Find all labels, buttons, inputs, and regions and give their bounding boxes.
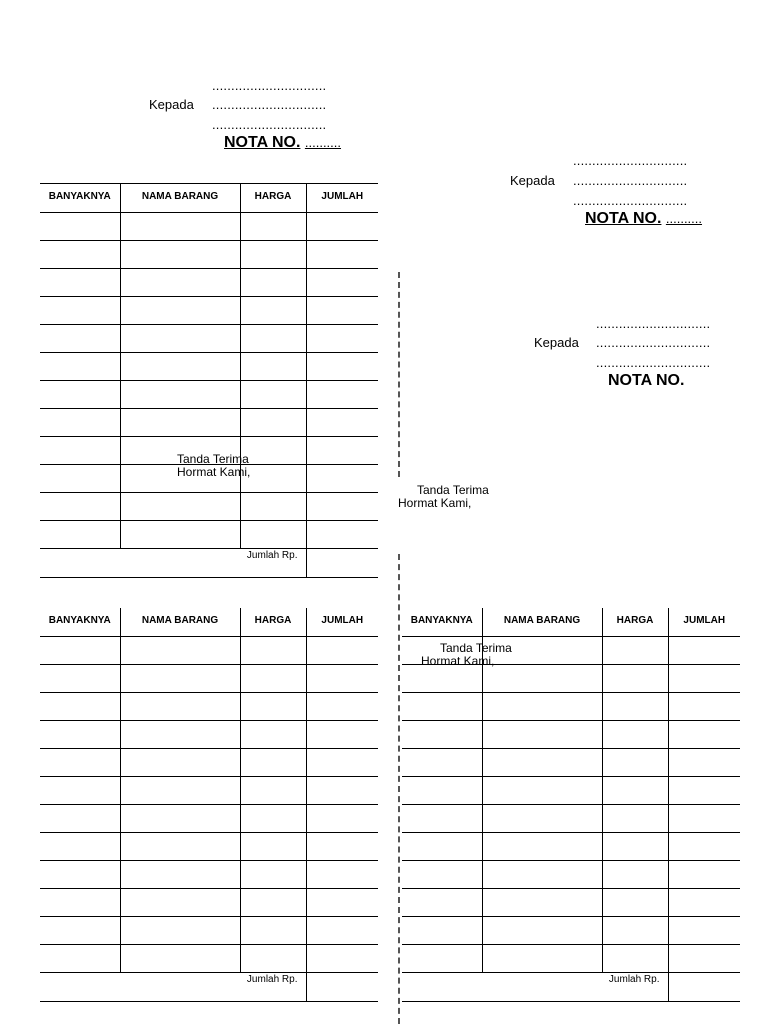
jumlah-rp-label: Jumlah Rp. xyxy=(40,549,306,578)
cell-nama-barang[interactable] xyxy=(120,241,240,269)
table-row xyxy=(40,493,378,521)
cell-jumlah[interactable] xyxy=(306,521,378,549)
cell-banyaknya[interactable] xyxy=(40,381,120,409)
cell-banyaknya[interactable] xyxy=(402,777,482,805)
cell-harga[interactable] xyxy=(240,409,306,437)
col-nama-barang: NAMA BARANG xyxy=(120,608,240,637)
cell-nama-barang[interactable] xyxy=(482,805,602,833)
cell-jumlah[interactable] xyxy=(306,325,378,353)
table-row xyxy=(40,297,378,325)
kepada-label: Kepada xyxy=(510,173,555,188)
cell-jumlah[interactable] xyxy=(306,777,378,805)
cell-harga[interactable] xyxy=(602,945,668,973)
nota-number xyxy=(224,134,341,152)
cell-jumlah[interactable] xyxy=(306,805,378,833)
cell-jumlah[interactable] xyxy=(306,889,378,917)
table-row xyxy=(402,945,740,973)
cell-banyaknya[interactable] xyxy=(40,493,120,521)
cell-banyaknya[interactable] xyxy=(402,833,482,861)
tanda-terima-label: Tanda Terima xyxy=(440,641,512,655)
cell-nama-barang[interactable] xyxy=(482,749,602,777)
cell-jumlah[interactable] xyxy=(306,409,378,437)
cell-banyaknya[interactable] xyxy=(402,693,482,721)
cell-nama-barang[interactable] xyxy=(120,861,240,889)
total-amount-cell[interactable] xyxy=(306,549,378,578)
recipient-line-1: .............................. xyxy=(212,78,327,93)
hormat-kami-label: Hormat Kami, xyxy=(421,654,495,668)
cell-banyaknya[interactable] xyxy=(40,861,120,889)
cell-nama-barang[interactable] xyxy=(120,693,240,721)
cell-harga[interactable] xyxy=(602,889,668,917)
cell-jumlah[interactable] xyxy=(668,637,740,665)
cell-harga[interactable] xyxy=(240,325,306,353)
cell-jumlah[interactable] xyxy=(668,805,740,833)
cell-jumlah[interactable] xyxy=(306,493,378,521)
cell-jumlah[interactable] xyxy=(306,749,378,777)
cell-harga[interactable] xyxy=(240,665,306,693)
table-header-row xyxy=(402,608,740,637)
table-row xyxy=(402,721,740,749)
cell-harga[interactable] xyxy=(240,777,306,805)
cell-harga[interactable] xyxy=(240,721,306,749)
cell-harga[interactable] xyxy=(240,889,306,917)
table-row xyxy=(40,269,378,297)
table-row xyxy=(40,353,378,381)
tanda-terima-label: Tanda Terima xyxy=(417,483,489,497)
cell-harga[interactable] xyxy=(240,805,306,833)
cell-jumlah[interactable] xyxy=(306,437,378,465)
cell-nama-barang[interactable] xyxy=(482,693,602,721)
table-row xyxy=(40,917,378,945)
cell-banyaknya[interactable] xyxy=(40,437,120,465)
cell-nama-barang[interactable] xyxy=(120,493,240,521)
table-header-row xyxy=(40,608,378,637)
recipient-line-2: .............................. xyxy=(573,173,688,188)
cell-nama-barang[interactable] xyxy=(482,777,602,805)
cell-harga[interactable] xyxy=(240,637,306,665)
cut-line-lower xyxy=(398,554,400,1024)
cell-harga[interactable] xyxy=(240,353,306,381)
cell-banyaknya[interactable] xyxy=(40,465,120,493)
recipient-line-1: .............................. xyxy=(596,316,711,331)
cell-banyaknya[interactable] xyxy=(40,693,120,721)
table-row xyxy=(40,945,378,973)
table-row xyxy=(40,693,378,721)
cell-nama-barang[interactable] xyxy=(120,721,240,749)
col-nama-barang: NAMA BARANG xyxy=(120,184,240,213)
cell-harga[interactable] xyxy=(602,777,668,805)
cell-jumlah[interactable] xyxy=(668,777,740,805)
cell-jumlah[interactable] xyxy=(306,693,378,721)
table-row xyxy=(40,325,378,353)
cell-jumlah[interactable] xyxy=(306,665,378,693)
col-harga: HARGA xyxy=(240,608,306,637)
cell-banyaknya[interactable] xyxy=(40,833,120,861)
cell-banyaknya[interactable] xyxy=(402,721,482,749)
cell-nama-barang[interactable] xyxy=(120,749,240,777)
cell-nama-barang[interactable] xyxy=(120,637,240,665)
table-row xyxy=(40,889,378,917)
cell-harga[interactable] xyxy=(240,521,306,549)
cell-banyaknya[interactable] xyxy=(40,521,120,549)
cell-harga[interactable] xyxy=(240,693,306,721)
cell-harga[interactable] xyxy=(240,297,306,325)
cell-harga[interactable] xyxy=(240,917,306,945)
cell-jumlah[interactable] xyxy=(668,833,740,861)
tanda-terima-label: Tanda Terima xyxy=(177,452,249,466)
jumlah-rp-label: Jumlah Rp. xyxy=(40,973,306,1002)
table-row xyxy=(40,637,378,665)
table-row xyxy=(402,749,740,777)
table-row xyxy=(40,777,378,805)
cell-banyaknya[interactable] xyxy=(40,805,120,833)
hormat-kami-label: Hormat Kami, xyxy=(177,465,251,479)
cell-banyaknya[interactable] xyxy=(40,777,120,805)
cell-jumlah[interactable] xyxy=(306,945,378,973)
cell-jumlah[interactable] xyxy=(668,945,740,973)
cell-nama-barang[interactable] xyxy=(120,269,240,297)
cell-banyaknya[interactable] xyxy=(40,889,120,917)
nota-number-clip xyxy=(600,370,740,386)
table-row xyxy=(40,409,378,437)
cell-banyaknya[interactable] xyxy=(40,665,120,693)
kepada-label: Kepada xyxy=(149,97,194,112)
table-row xyxy=(402,917,740,945)
col-jumlah: JUMLAH xyxy=(306,608,378,637)
table-row xyxy=(402,777,740,805)
cell-harga[interactable] xyxy=(602,665,668,693)
total-amount-cell[interactable] xyxy=(306,973,378,1002)
cell-harga[interactable] xyxy=(602,805,668,833)
cell-harga[interactable] xyxy=(602,917,668,945)
cell-jumlah[interactable] xyxy=(306,721,378,749)
cell-banyaknya[interactable] xyxy=(402,945,482,973)
cell-nama-barang[interactable] xyxy=(120,917,240,945)
hormat-kami-label: Hormat Kami, xyxy=(398,496,472,510)
total-row xyxy=(402,973,740,1002)
table-header-row xyxy=(40,184,378,213)
cell-banyaknya[interactable] xyxy=(40,241,120,269)
nota-label: NOTA NO. xyxy=(608,372,685,386)
cell-jumlah[interactable] xyxy=(306,213,378,241)
table-row xyxy=(40,213,378,241)
col-banyaknya: BANYAKNYA xyxy=(40,608,120,637)
cell-harga[interactable] xyxy=(602,861,668,889)
cell-banyaknya[interactable] xyxy=(40,749,120,777)
table-row xyxy=(402,861,740,889)
recipient-line-3: .............................. xyxy=(212,117,327,132)
cell-jumlah[interactable] xyxy=(306,833,378,861)
nota-table-bottom-left xyxy=(40,608,378,1002)
cell-jumlah[interactable] xyxy=(668,665,740,693)
table-row xyxy=(402,805,740,833)
cell-banyaknya[interactable] xyxy=(402,917,482,945)
cell-banyaknya[interactable] xyxy=(40,353,120,381)
col-harga: HARGA xyxy=(240,184,306,213)
col-banyaknya: BANYAKNYA xyxy=(402,608,482,637)
signature-block-bottom-right xyxy=(421,642,512,668)
jumlah-rp-label: Jumlah Rp. xyxy=(402,973,668,1002)
cell-nama-barang[interactable] xyxy=(120,889,240,917)
cell-nama-barang[interactable] xyxy=(120,353,240,381)
nota-number xyxy=(608,372,684,386)
cell-jumlah[interactable] xyxy=(306,241,378,269)
table-row xyxy=(40,805,378,833)
cell-harga[interactable] xyxy=(240,493,306,521)
cell-nama-barang[interactable] xyxy=(120,521,240,549)
cut-line-upper xyxy=(398,272,400,477)
cell-banyaknya[interactable] xyxy=(40,945,120,973)
table-row xyxy=(40,241,378,269)
table-row xyxy=(40,749,378,777)
kepada-label: Kepada xyxy=(534,335,579,350)
cell-nama-barang[interactable] xyxy=(120,297,240,325)
cell-banyaknya[interactable] xyxy=(402,665,482,693)
signature-block-right xyxy=(398,484,489,510)
recipient-line-1: .............................. xyxy=(573,153,688,168)
cell-harga[interactable] xyxy=(602,833,668,861)
cell-nama-barang[interactable] xyxy=(120,325,240,353)
nota-table-top-left xyxy=(40,183,378,578)
cell-nama-barang[interactable] xyxy=(482,917,602,945)
cell-nama-barang[interactable] xyxy=(120,833,240,861)
nota-number-dots: .......... xyxy=(304,135,342,150)
nota-label: NOTA NO. xyxy=(224,134,301,151)
col-jumlah: JUMLAH xyxy=(306,184,378,213)
nota-number-dots: .......... xyxy=(665,211,703,226)
cell-harga[interactable] xyxy=(602,749,668,777)
cell-nama-barang[interactable] xyxy=(120,665,240,693)
cell-harga[interactable] xyxy=(602,637,668,665)
table-row xyxy=(40,721,378,749)
cell-jumlah[interactable] xyxy=(668,917,740,945)
signature-block xyxy=(177,453,250,479)
nota-label: NOTA NO. xyxy=(585,210,662,227)
cell-jumlah[interactable] xyxy=(668,861,740,889)
cell-nama-barang[interactable] xyxy=(120,409,240,437)
col-nama-barang: NAMA BARANG xyxy=(482,608,602,637)
cell-nama-barang[interactable] xyxy=(120,213,240,241)
recipient-line-2: .............................. xyxy=(596,335,711,350)
cell-nama-barang[interactable] xyxy=(120,805,240,833)
cell-nama-barang[interactable] xyxy=(482,721,602,749)
cell-banyaknya[interactable] xyxy=(402,889,482,917)
cell-banyaknya[interactable] xyxy=(402,861,482,889)
cell-jumlah[interactable] xyxy=(668,721,740,749)
recipient-line-3: .............................. xyxy=(596,355,711,370)
table-row xyxy=(402,665,740,693)
cell-nama-barang[interactable] xyxy=(482,861,602,889)
cell-harga[interactable] xyxy=(602,693,668,721)
cell-nama-barang[interactable] xyxy=(482,945,602,973)
cell-banyaknya[interactable] xyxy=(40,213,120,241)
cell-harga[interactable] xyxy=(240,861,306,889)
cell-jumlah[interactable] xyxy=(306,269,378,297)
table-row xyxy=(40,833,378,861)
cell-harga[interactable] xyxy=(240,833,306,861)
table-row xyxy=(402,833,740,861)
cell-banyaknya[interactable] xyxy=(40,297,120,325)
cell-jumlah[interactable] xyxy=(306,353,378,381)
total-row xyxy=(40,549,378,578)
cell-jumlah[interactable] xyxy=(668,693,740,721)
cell-jumlah[interactable] xyxy=(306,637,378,665)
cell-banyaknya[interactable] xyxy=(40,917,120,945)
cell-harga[interactable] xyxy=(602,721,668,749)
cell-banyaknya[interactable] xyxy=(40,637,120,665)
cell-jumlah[interactable] xyxy=(306,297,378,325)
cell-jumlah[interactable] xyxy=(668,889,740,917)
cell-nama-barang[interactable] xyxy=(482,665,602,693)
cell-nama-barang[interactable] xyxy=(482,889,602,917)
col-harga: HARGA xyxy=(602,608,668,637)
cell-banyaknya[interactable] xyxy=(40,325,120,353)
table-row xyxy=(40,521,378,549)
cell-harga[interactable] xyxy=(240,213,306,241)
cell-banyaknya[interactable] xyxy=(40,269,120,297)
col-jumlah: JUMLAH xyxy=(668,608,740,637)
total-row xyxy=(40,973,378,1002)
cell-banyaknya[interactable] xyxy=(40,721,120,749)
recipient-line-3: .............................. xyxy=(573,193,688,208)
cell-nama-barang[interactable] xyxy=(482,833,602,861)
table-row xyxy=(40,861,378,889)
recipient-line-2: .............................. xyxy=(212,97,327,112)
cell-jumlah[interactable] xyxy=(668,749,740,777)
table-row xyxy=(402,889,740,917)
nota-number xyxy=(585,210,702,228)
cell-nama-barang[interactable] xyxy=(120,777,240,805)
cell-harga[interactable] xyxy=(240,749,306,777)
cell-harga[interactable] xyxy=(240,381,306,409)
cell-jumlah[interactable] xyxy=(306,861,378,889)
cell-banyaknya[interactable] xyxy=(402,805,482,833)
table-row xyxy=(402,693,740,721)
table-row xyxy=(40,381,378,409)
cell-jumlah[interactable] xyxy=(306,381,378,409)
cell-harga[interactable] xyxy=(240,269,306,297)
cell-banyaknya[interactable] xyxy=(402,749,482,777)
cell-harga[interactable] xyxy=(240,945,306,973)
total-amount-cell[interactable] xyxy=(668,973,740,1002)
cell-jumlah[interactable] xyxy=(306,465,378,493)
cell-harga[interactable] xyxy=(240,241,306,269)
cell-banyaknya[interactable] xyxy=(40,409,120,437)
cell-nama-barang[interactable] xyxy=(120,945,240,973)
cell-nama-barang[interactable] xyxy=(120,381,240,409)
cell-jumlah[interactable] xyxy=(306,917,378,945)
col-banyaknya: BANYAKNYA xyxy=(40,184,120,213)
table-row xyxy=(40,665,378,693)
